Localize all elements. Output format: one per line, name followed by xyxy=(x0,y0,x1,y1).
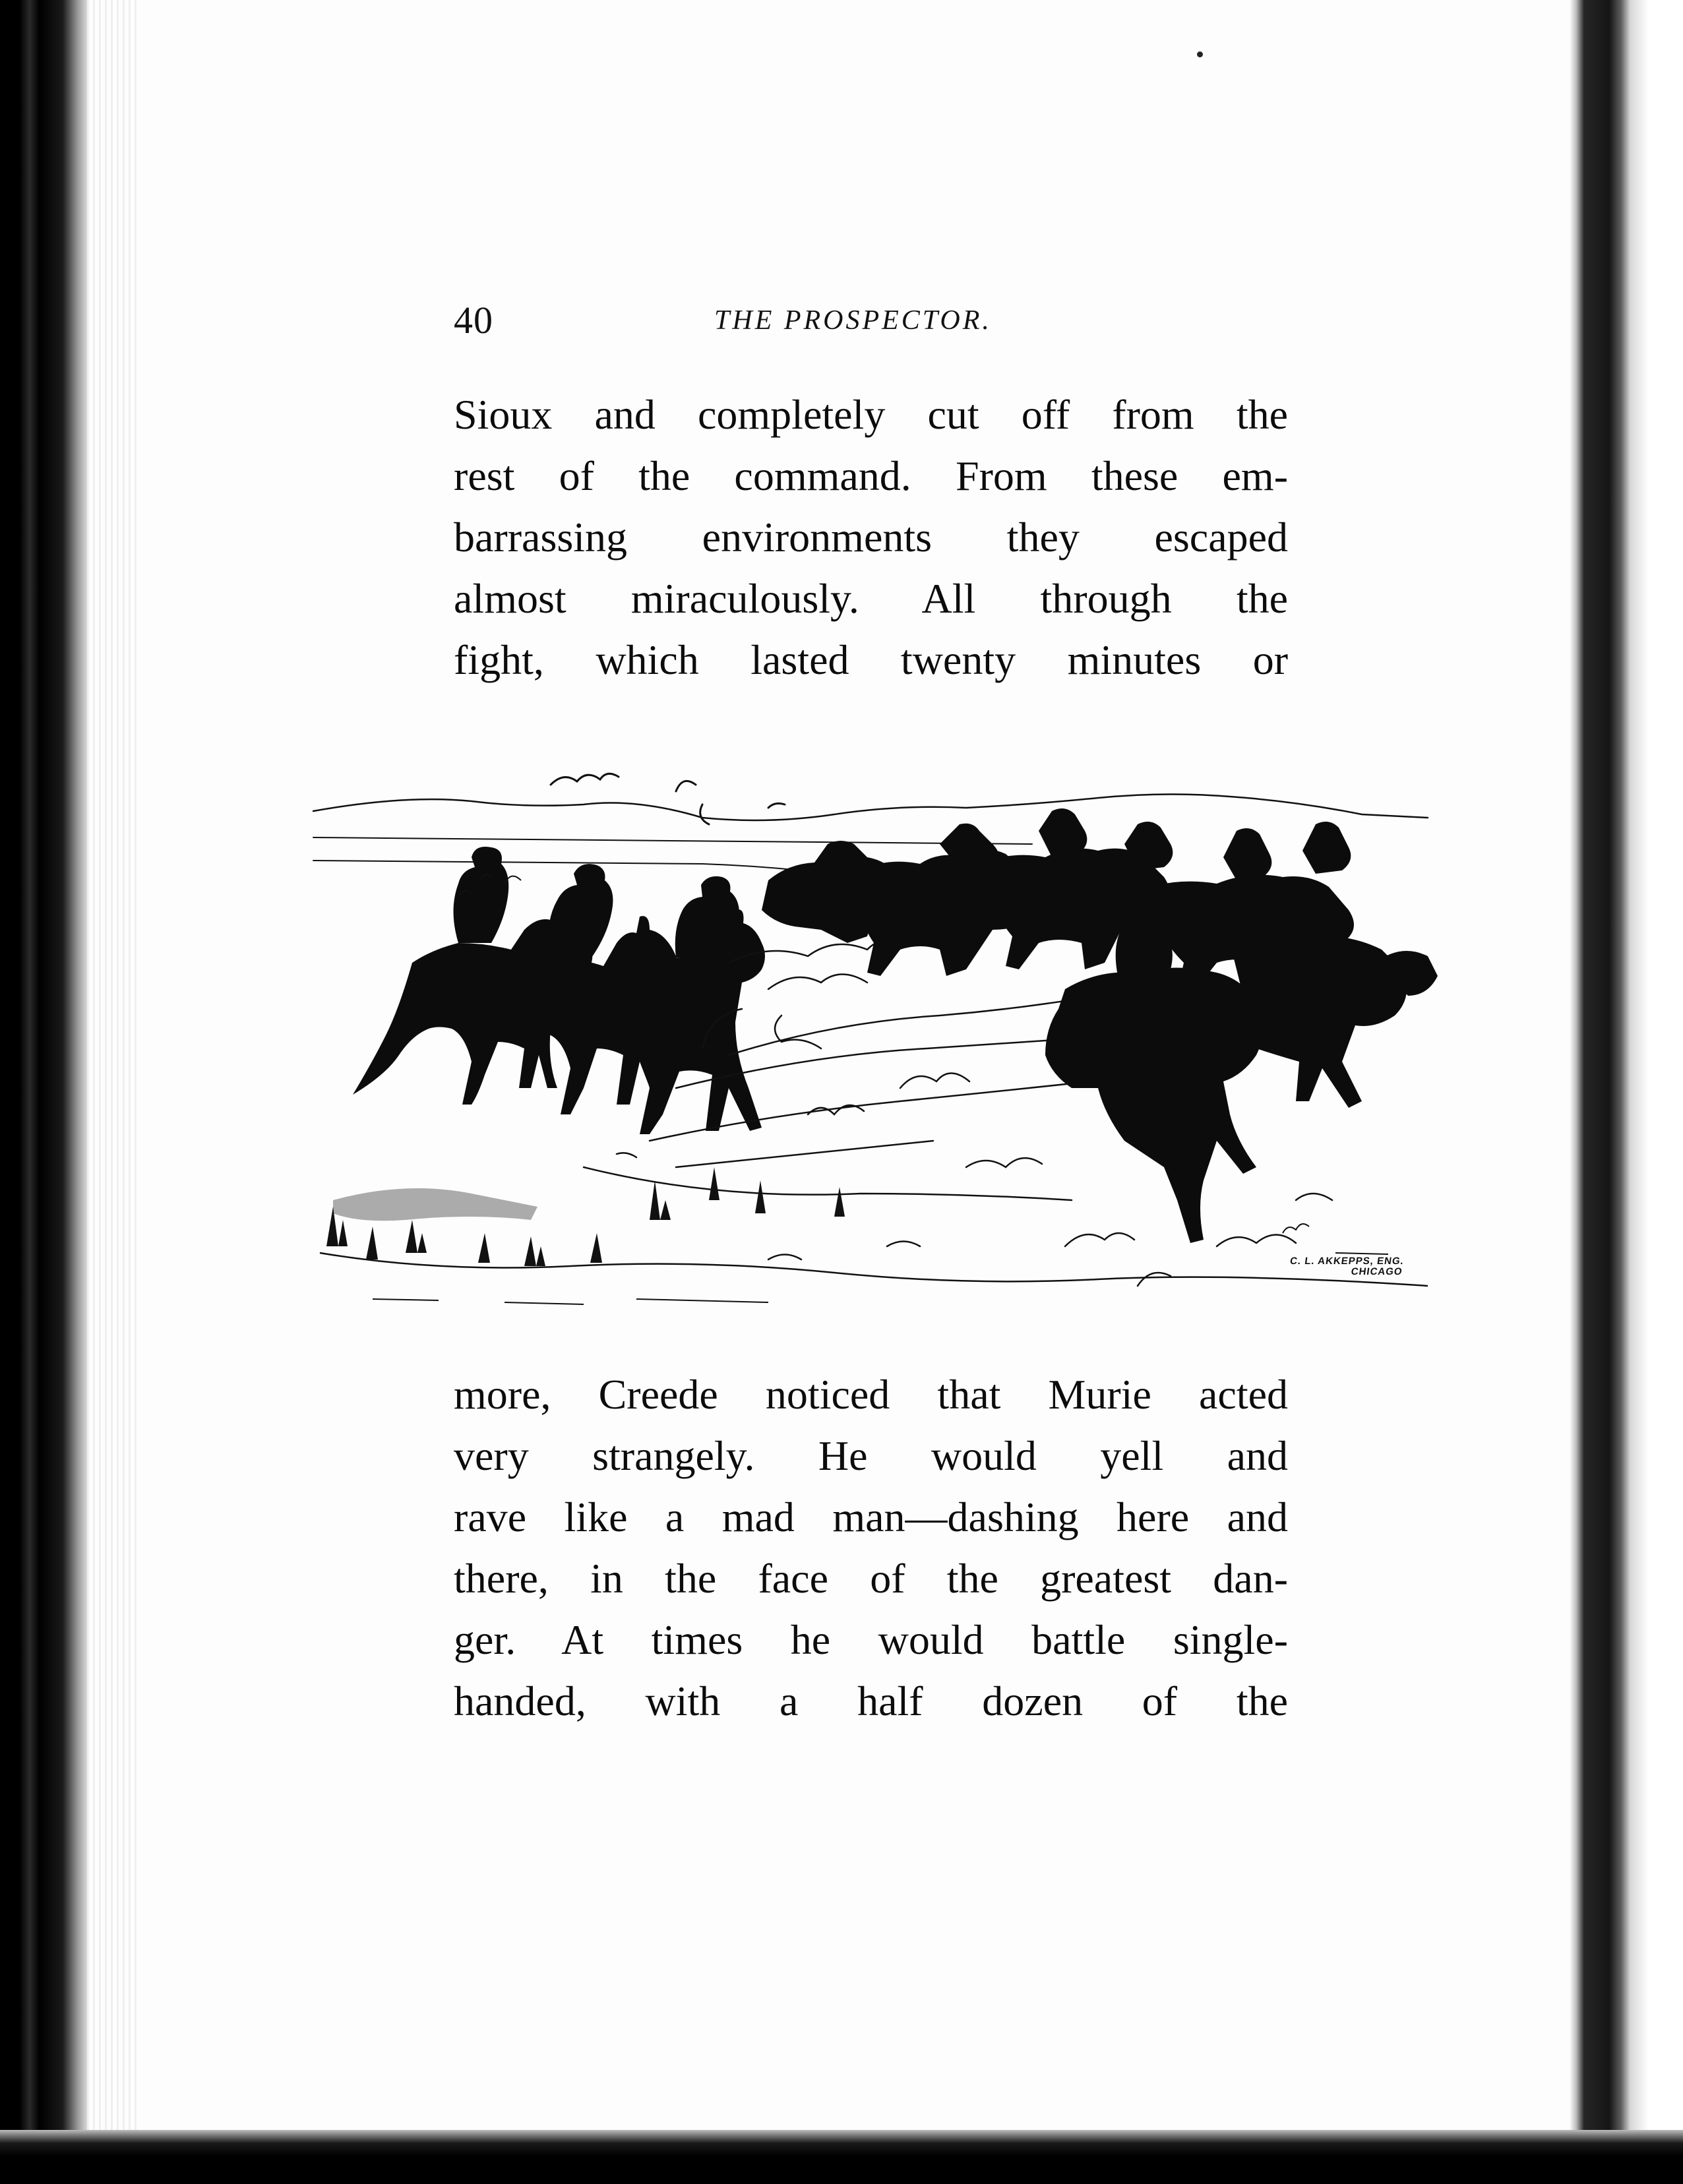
engraver-credit-city: CHICAGO xyxy=(1350,1266,1403,1277)
paragraph-before-illustration xyxy=(454,384,1288,690)
book-binding-left xyxy=(0,0,87,2184)
left-riders-group xyxy=(353,847,765,1134)
charging-riders-group xyxy=(762,808,1438,1243)
book-binding-right xyxy=(1570,0,1683,2184)
paragraph-after-illustration xyxy=(454,1364,1288,1732)
text-line: ger. At times he would battle single- xyxy=(454,1616,1288,1663)
text-line: Sioux and completely cut off from the xyxy=(454,391,1288,438)
engraver-credit xyxy=(1288,1256,1405,1277)
page-number: 40 xyxy=(454,299,493,342)
text-line: rest of the command. From these em- xyxy=(454,452,1288,499)
text-line: more, Creede noticed that Murie acted xyxy=(454,1371,1288,1418)
text-line: there, in the face of the greatest dan- xyxy=(454,1555,1288,1602)
battle-illustration xyxy=(307,745,1441,1325)
book-bottom-edge xyxy=(0,2130,1683,2184)
text-line: barrassing environments they escaped xyxy=(454,514,1288,561)
text-line: fight, which lasted twenty minutes or xyxy=(454,636,1288,683)
scan-speck xyxy=(1197,51,1203,57)
running-title: THE PROSPECTOR. xyxy=(714,305,992,336)
text-line: almost miraculously. All through the xyxy=(454,575,1288,622)
running-header xyxy=(454,298,1288,344)
page-edge-lines xyxy=(87,0,140,2137)
grass-tufts xyxy=(326,1167,845,1266)
cloud-squiggle xyxy=(551,774,619,785)
text-line: very strangely. He would yell and xyxy=(454,1432,1288,1479)
engraver-credit-name: C. L. AKKEPPS, ENG. xyxy=(1289,1256,1405,1267)
text-line: handed, with a half dozen of the xyxy=(454,1678,1288,1724)
text-line: rave like a mad man—dashing here and xyxy=(454,1494,1288,1540)
